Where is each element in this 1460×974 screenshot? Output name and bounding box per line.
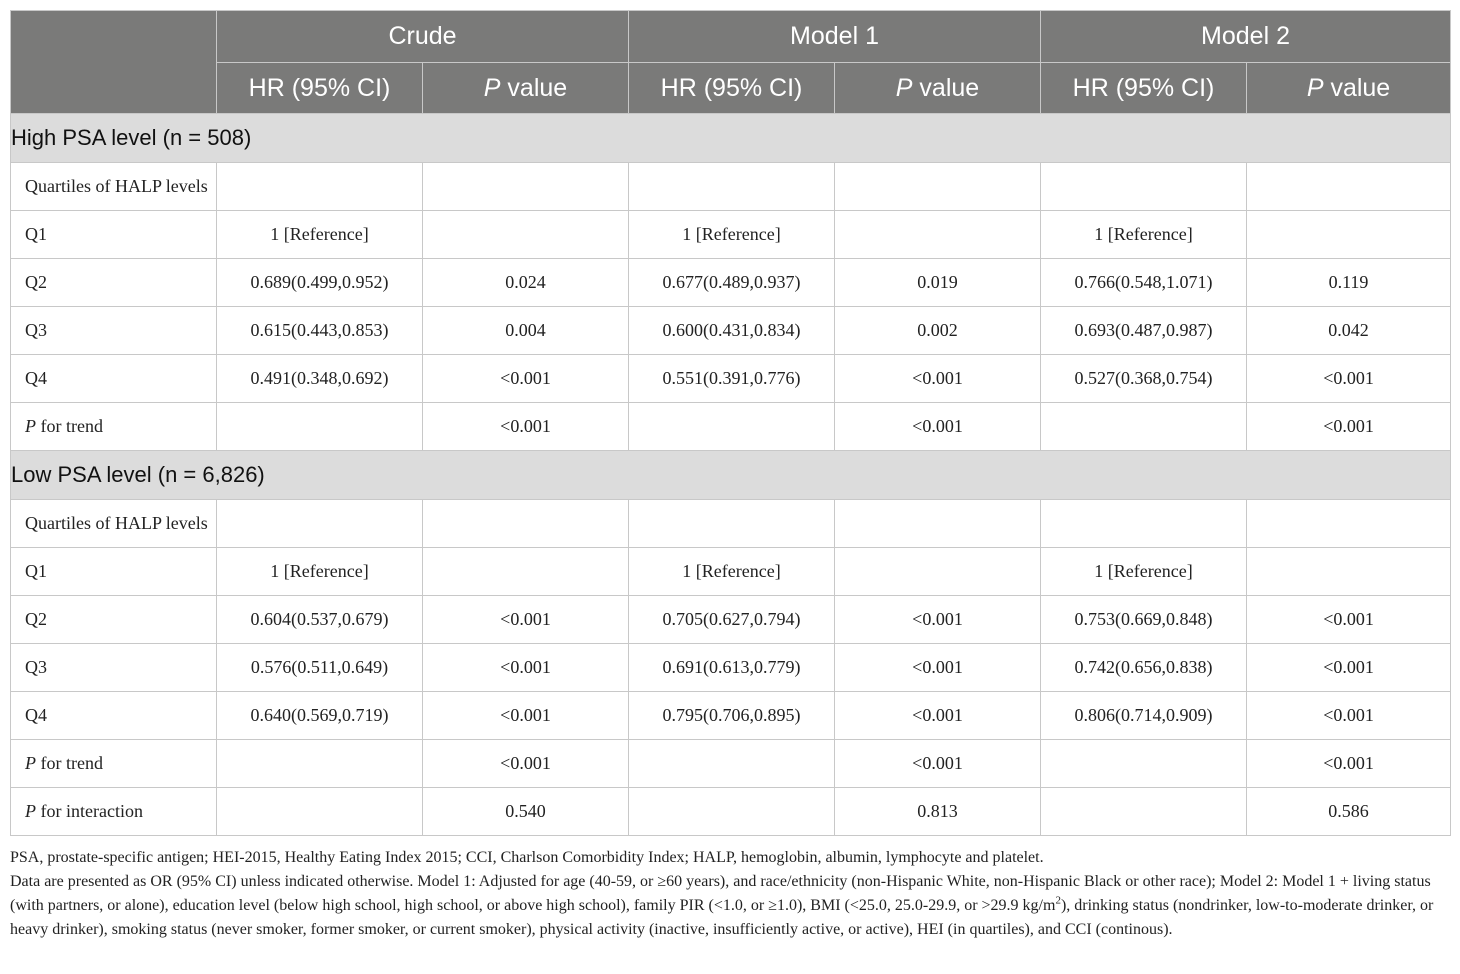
table-row xyxy=(11,548,1451,596)
p-value-cell xyxy=(1247,211,1451,259)
hr-cell xyxy=(1041,500,1247,548)
p-value-cell: <0.001 xyxy=(835,740,1041,788)
hr-cell: 0.615(0.443,0.853) xyxy=(217,307,423,355)
row-label xyxy=(11,788,217,836)
p-value-cell xyxy=(423,211,629,259)
hr-cell: 0.576(0.511,0.649) xyxy=(217,644,423,692)
p-value-cell: 0.119 xyxy=(1247,259,1451,307)
table-row xyxy=(11,259,1451,307)
p-rest: value xyxy=(912,73,980,102)
hr-cell: 0.691(0.613,0.779) xyxy=(629,644,835,692)
p-value-cell: <0.001 xyxy=(423,644,629,692)
p-value-cell xyxy=(835,548,1041,596)
table-row xyxy=(11,163,1451,211)
p-value-cell: <0.001 xyxy=(423,596,629,644)
section-header-row xyxy=(11,451,1451,500)
hr-cell xyxy=(629,500,835,548)
table-body xyxy=(11,114,1451,836)
p-value-cell: <0.001 xyxy=(1247,740,1451,788)
p-value-cell xyxy=(1247,500,1451,548)
p-value-cell: 0.586 xyxy=(1247,788,1451,836)
p-value-cell xyxy=(835,500,1041,548)
p-value-column-header xyxy=(835,63,1041,114)
hr-cell: 0.806(0.714,0.909) xyxy=(1041,692,1247,740)
p-rest: value xyxy=(1323,73,1391,102)
table-container xyxy=(10,10,1450,942)
p-value-cell xyxy=(835,163,1041,211)
hr-cell xyxy=(1041,163,1247,211)
p-value-cell: <0.001 xyxy=(835,692,1041,740)
hr-cell: 0.795(0.706,0.895) xyxy=(629,692,835,740)
p-value-cell xyxy=(423,500,629,548)
table-row xyxy=(11,644,1451,692)
hr-cell: 1 [Reference] xyxy=(1041,211,1247,259)
row-label: Q3 xyxy=(11,307,217,355)
row-label-italic: P xyxy=(25,801,36,821)
table-row xyxy=(11,211,1451,259)
p-value-cell: 0.540 xyxy=(423,788,629,836)
abbreviations-note: PSA, prostate-specific antigen; HEI-2015, Healthy Eating Index 2015; CCI, Charlson Comorbidity Index; HALP, hemoglobin, albumin, lymphocyte and platelet. xyxy=(10,849,1044,866)
hr-cell xyxy=(629,403,835,451)
p-value-cell: <0.001 xyxy=(1247,644,1451,692)
p-value-cell: <0.001 xyxy=(1247,596,1451,644)
p-value-cell: <0.001 xyxy=(835,644,1041,692)
row-label xyxy=(11,403,217,451)
p-value-cell: <0.001 xyxy=(423,692,629,740)
hr-cell xyxy=(1041,788,1247,836)
hr-cell xyxy=(629,163,835,211)
hr-cell: 0.551(0.391,0.776) xyxy=(629,355,835,403)
table-row xyxy=(11,355,1451,403)
table-footnotes xyxy=(10,846,1450,942)
hr-cell: 0.640(0.569,0.719) xyxy=(217,692,423,740)
p-value-cell: <0.001 xyxy=(423,740,629,788)
model-note xyxy=(10,870,1450,942)
hr-cell xyxy=(217,163,423,211)
hr-cell: 0.600(0.431,0.834) xyxy=(629,307,835,355)
section-header-row xyxy=(11,114,1451,163)
p-value-cell: <0.001 xyxy=(1247,403,1451,451)
hr-cell: 0.742(0.656,0.838) xyxy=(1041,644,1247,692)
table-row xyxy=(11,403,1451,451)
p-italic: P xyxy=(483,73,501,102)
row-label xyxy=(11,740,217,788)
row-label: Q2 xyxy=(11,596,217,644)
p-value-column-header xyxy=(423,63,629,114)
p-value-cell: 0.042 xyxy=(1247,307,1451,355)
group-header: Crude xyxy=(217,11,629,63)
hr-cell xyxy=(629,788,835,836)
hr-cell: 0.527(0.368,0.754) xyxy=(1041,355,1247,403)
header-corner xyxy=(11,11,217,114)
p-value-cell: <0.001 xyxy=(1247,355,1451,403)
hr-cell xyxy=(217,740,423,788)
row-label-text: for trend xyxy=(36,416,103,436)
table-row xyxy=(11,596,1451,644)
p-value-cell xyxy=(835,211,1041,259)
p-value-cell xyxy=(423,548,629,596)
header-row-columns xyxy=(11,63,1451,114)
hr-cell xyxy=(1041,403,1247,451)
hr-cell: 1 [Reference] xyxy=(629,548,835,596)
p-italic: P xyxy=(895,73,913,102)
p-value-cell: 0.813 xyxy=(835,788,1041,836)
row-label: Q4 xyxy=(11,692,217,740)
row-label-text: for trend xyxy=(36,753,103,773)
p-value-cell: <0.001 xyxy=(835,596,1041,644)
table-row xyxy=(11,692,1451,740)
table-row xyxy=(11,788,1451,836)
hr-cell: 0.689(0.499,0.952) xyxy=(217,259,423,307)
hr-cell: 0.491(0.348,0.692) xyxy=(217,355,423,403)
hr-cell xyxy=(629,740,835,788)
table-row xyxy=(11,740,1451,788)
hr-cell: 0.753(0.669,0.848) xyxy=(1041,596,1247,644)
hr-cell xyxy=(217,500,423,548)
hr-cell: 1 [Reference] xyxy=(629,211,835,259)
hr-cell: 0.604(0.537,0.679) xyxy=(217,596,423,644)
hr-cell xyxy=(1041,740,1247,788)
hr-cell: 1 [Reference] xyxy=(217,211,423,259)
hr-cell: 0.693(0.487,0.987) xyxy=(1041,307,1247,355)
row-label: Q1 xyxy=(11,548,217,596)
p-italic: P xyxy=(1306,73,1324,102)
results-table xyxy=(10,10,1451,836)
p-value-cell: 0.024 xyxy=(423,259,629,307)
p-value-column-header xyxy=(1247,63,1451,114)
hr-cell xyxy=(217,403,423,451)
table-row xyxy=(11,307,1451,355)
hr-cell: 0.677(0.489,0.937) xyxy=(629,259,835,307)
hr-cell: 1 [Reference] xyxy=(1041,548,1247,596)
table-row xyxy=(11,500,1451,548)
row-label: Q1 xyxy=(11,211,217,259)
p-value-cell: <0.001 xyxy=(835,355,1041,403)
p-value-cell: 0.019 xyxy=(835,259,1041,307)
row-label: Q2 xyxy=(11,259,217,307)
hr-column-header: HR (95% CI) xyxy=(1041,63,1247,114)
hr-column-header: HR (95% CI) xyxy=(217,63,423,114)
p-value-cell xyxy=(423,163,629,211)
p-value-cell: <0.001 xyxy=(835,403,1041,451)
p-rest: value xyxy=(500,73,568,102)
model-note-text-a: Data are presented as OR (95% CI) unless indicated otherwise. Model 1: Adjusted for age (40-59, or ≥60 years), and race/ethnicity (non-Hispanic White, non-Hispanic Black or other race); Model 2: Model 1 + living status (with partners, or alone), education level (below high school, high school, or above high school), family PIR (<1.0, or ≥1.0), BMI (<25.0, 25.0-29.9, or >29.9 kg/m xyxy=(10,873,1431,914)
p-value-cell: <0.001 xyxy=(423,355,629,403)
p-value-cell: <0.001 xyxy=(423,403,629,451)
p-value-cell xyxy=(1247,163,1451,211)
row-label: Quartiles of HALP levels xyxy=(11,163,217,211)
p-value-cell: 0.002 xyxy=(835,307,1041,355)
p-value-cell: 0.004 xyxy=(423,307,629,355)
row-label-italic: P xyxy=(25,416,36,436)
row-label: Q3 xyxy=(11,644,217,692)
row-label-italic: P xyxy=(25,753,36,773)
hr-cell: 1 [Reference] xyxy=(217,548,423,596)
p-value-cell: <0.001 xyxy=(1247,692,1451,740)
section-title: Low PSA level (n = 6,826) xyxy=(11,451,1451,500)
section-title: High PSA level (n = 508) xyxy=(11,114,1451,163)
superscript: 2 xyxy=(1055,894,1061,907)
hr-column-header: HR (95% CI) xyxy=(629,63,835,114)
hr-cell: 0.705(0.627,0.794) xyxy=(629,596,835,644)
model-note-text-b: ), drinking status (nondrinker, low-to-moderate drinker, or heavy drinker), smoking status (never smoker, former smoker, or current smoker), physical activity (inactive, insufficiently active, or active), HEI (in quartiles), and CCI (continous). xyxy=(10,897,1434,938)
hr-cell: 0.766(0.548,1.071) xyxy=(1041,259,1247,307)
group-header: Model 2 xyxy=(1041,11,1451,63)
row-label-text: for interaction xyxy=(36,801,143,821)
row-label: Quartiles of HALP levels xyxy=(11,500,217,548)
header-row-groups xyxy=(11,11,1451,63)
group-header: Model 1 xyxy=(629,11,1041,63)
row-label: Q4 xyxy=(11,355,217,403)
p-value-cell xyxy=(1247,548,1451,596)
hr-cell xyxy=(217,788,423,836)
